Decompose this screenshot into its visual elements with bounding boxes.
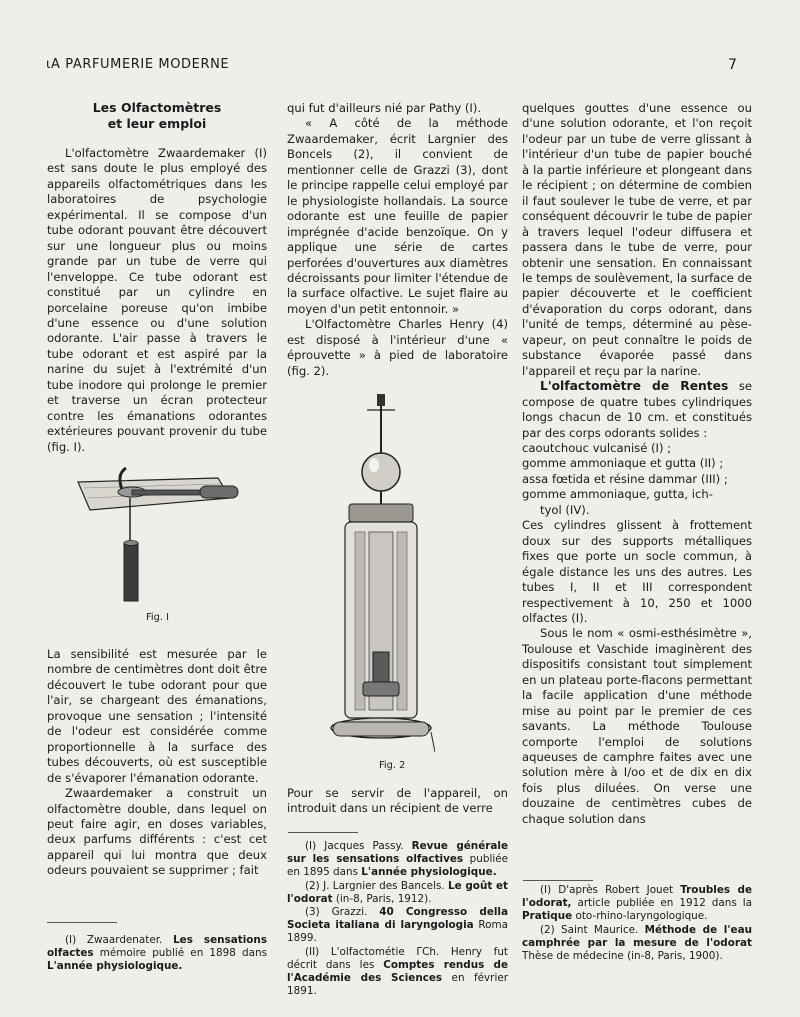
col1-paragraph-1: L'olfactomètre Zwaardemaker (I) est sans doute le plus employé des appareils olfactométriques dans les laboratoires de psychologie expérimental. Il se compose d'un tube odorant pouvant être découvert sur une longueur plus ou moins grande par un tube de verre qui l'enveloppe. Ce tube odorant est constitué par un cylindre en porcelaine poreuse qu'on imbibe d'une essence ou d'une solution odorante. L'air passe à travers le tube odorant et est aspiré par la narine du sujet à l'extrémité d'un tube inodore qui prolonge le premier et traverse un écran protecteur contre les émanations odorantes extérieures pouvant provenir du tube (fig. I).	[47, 146, 267, 454]
title-line-1: Les Olfactomètres	[92, 100, 222, 115]
footnote-rule	[47, 922, 117, 923]
list-item-1: caoutchouc vulcanisé (I) ;	[522, 440, 672, 455]
running-header: ιA PARFUMERIE MODERNE	[46, 57, 230, 72]
column-2	[287, 101, 508, 379]
page-number: 7	[728, 57, 737, 73]
column-2-continued	[287, 786, 508, 817]
col2-paragraph-1: qui fut d'ailleurs nié par Pathy (I).	[287, 101, 482, 115]
footnote-col2-3: (3) Grazzi. 40 Congresso della Societa italiana di laryngologia Roma 1899.	[287, 906, 508, 945]
article-title	[47, 100, 267, 132]
footnote-col3-1: (I) D'après Robert Jouet Troubles de l'odorat, article publiée en 1912 dans la Pratique oto-rhino-laryngologique.	[522, 884, 752, 923]
footnote-1: (I) Zwaardenater. Les sensations olfactes mémoire publié en 1898 dans L'année physiologique.	[47, 934, 268, 973]
col2-footnotes	[287, 840, 508, 998]
column-3	[522, 101, 752, 827]
list-item-4-continued: tyol (IV).	[540, 502, 590, 517]
col2-paragraph-4: Pour se servir de l'appareil, on introduit dans un récipient de verre	[287, 786, 508, 816]
col2-paragraph-2: « A côté de la méthode Zwaardemaker, écrit Largnier des Boncels (2), il convient de mentionner celle de Grazzi (3), dont le principe rappelle celui employé par le physiologiste hollandais. La source odorante est une feuille de papier imprégnée d'acide benzoïque. On y applique une série de cartes perforées d'ouvertures aux diamètres décroissants pour limiter l'étendue de la surface olfactive. Le sujet flaire au moyen d'un petit entonnoir. »	[287, 116, 508, 316]
figure-1-illustration	[70, 458, 250, 608]
col3-paragraph-1: quelques gouttes d'une essence ou d'une solution odorante, et l'on reçoit l'odeur par un tube de verre glissant à l'intérieur d'un tube de papier bouché à la partie inférieure et plongeant dans le récipient ; on détermine de combien il faut soulever le tube de verre, et par conséquent découvrir le tube de papier à travers lequel l'odeur diffusera et passera dans le tube de verre, pour obtenir une sensation. En connaissant le temps de soulèvement, la surface de papier découverte et le coefficient d'évaporation du corps odorant, dans l'unité de temps, déterminé au pèse-vapeur, on peut connaître le poids de substance évaporée passé dans l'appareil et reçu par la narine.	[522, 101, 752, 378]
figure-1-caption: Fig. I	[146, 612, 169, 623]
figure-2-illustration	[327, 392, 435, 754]
list-item-4: gomme ammoniaque, gutta, ich-	[522, 487, 713, 502]
col1-paragraph-2: La sensibilité est mesurée par le nombre de centimètres dont doit être découvert le tube odorant pour que l'air, se chargeant des émanations, provoque une sensation ; l'intensité de l'odeur est considérée comme proportionnelle à la surface des tubes découverts, où est susceptible de s'évaporer l'émanation odorante.	[47, 647, 267, 785]
footnote-rule	[288, 832, 358, 833]
list-item-3: assa fœtida et résine dammar (III) ;	[522, 471, 728, 486]
figure-2-caption: Fig. 2	[379, 760, 406, 771]
title-line-2: et leur emploi	[107, 116, 207, 131]
col3-paragraph-2: L'olfactomètre de Rentes se compose de quatre tubes cylindriques longs chacun de 10 cm. et constitués par des corps odorants solides :	[522, 379, 752, 440]
footnote-col2-2: (2) J. Largnier des Bancels. Le goût et l'odorat (in-8, Paris, 1912).	[287, 879, 508, 905]
col2-paragraph-3: L'Olfactomètre Charles Henry (4) est disposé à l'intérieur d'une « éprouvette » à pied de laboratoire (fig. 2).	[287, 317, 508, 378]
list-item-2: gomme ammoniaque et gutta (II) ;	[522, 456, 724, 471]
col3-footnotes	[522, 884, 752, 963]
footnote-col2-1: (I) Jacques Passy. Revue générale sur les sensations olfactives publiée en 1895 dans L'année physiologique.	[287, 840, 508, 879]
col3-paragraph-4: Sous le nom « osmi-esthésimètre », Toulouse et Vaschide imaginèrent des dispositifs consistant tout simplement en un plateau porte-flacons permettant la facile application d'une méthode mise au point par le premier de ces savants. La méthode Toulouse comporte l'emploi de solutions aqueuses de camphre faites avec une solution mère à I/oo et de dix en dix fois plus diluées. On verse une douzaine de centimètres cubes de chaque solution dans	[522, 626, 752, 826]
rentes-subheading: L'olfactomètre de Rentes	[540, 379, 729, 394]
col1-paragraph-3: Zwaardemaker a construit un olfactomètre double, dans lequel on peut faire agir, en doses variables, deux parfums différents : c'est cet appareil qui lui montra que deux odeurs pouvaient se supprimer ; fait	[47, 786, 267, 878]
column-1	[47, 100, 267, 455]
footnote-col2-4: (II) L'olfactométie ΓCh. Henry fut décrit dans les Comptes rendus de l'Académie des Sciences en février 1891.	[287, 945, 508, 998]
col1-footnotes	[47, 934, 267, 974]
footnote-rule	[523, 880, 593, 881]
footnote-col3-2: (2) Saint Maurice. Méthode de l'eau camphrée par la mesure de l'odorat Thèse de médecine (in-8, Paris, 1900).	[522, 923, 752, 963]
col3-paragraph-3: Ces cylindres glissent à frottement doux sur des supports métalliques fixes que porte un socle commun, à égale distance les uns des autres. Les tubes I, II et III correspondent respectivement à 10, 250 et 1000 olfactes (I).	[522, 518, 752, 625]
column-1-continued	[47, 647, 267, 879]
